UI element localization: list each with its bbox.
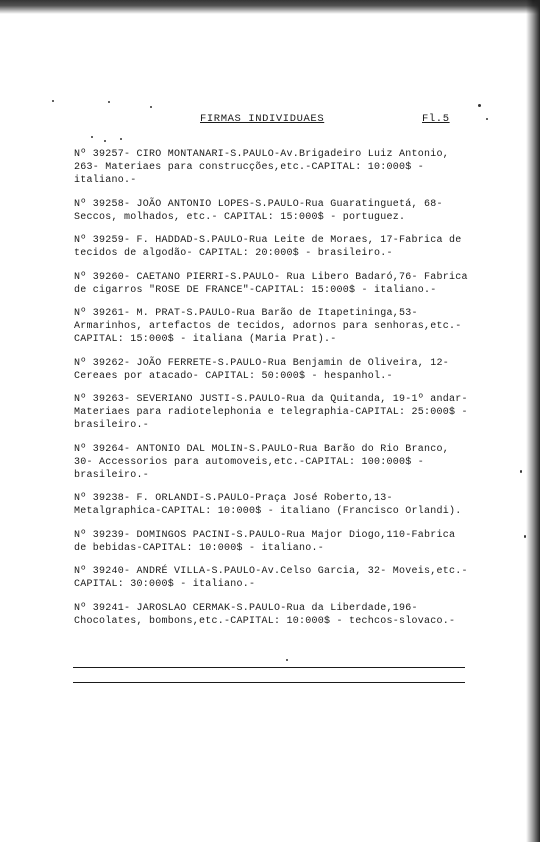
scan-speck — [486, 118, 488, 120]
scan-speck — [108, 101, 110, 103]
scan-speck — [104, 140, 106, 142]
record-entry: Nº 39238- F. ORLANDI-S.PAULO-Praça José Roberto,13-Metalgraphica-CAPITAL: 10:000$ - italiano (Francisco Orlandi). — [74, 493, 462, 517]
record-list — [74, 148, 470, 638]
scan-speck — [478, 104, 481, 107]
record-entry: Nº 39260- CAETANO PIERRI-S.PAULO- Rua Libero Badaró,76- Fabrica de cigarros "ROSE DE FRANCE"-CAPITAL: 15:000$ - italiano.- — [74, 271, 468, 296]
scan-speck — [150, 106, 152, 108]
scan-top-edge — [0, 0, 540, 14]
scan-right-edge — [526, 0, 540, 842]
record-entry: Nº 39257- CIRO MONTANARI-S.PAULO-Av.Brigadeiro Luiz Antonio, 263- Materiaes para construcções,etc.-CAPITAL: 10:000$ - italiano.- — [74, 149, 450, 186]
page-header — [200, 113, 460, 129]
record-entry: Nº 39261- M. PRAT-S.PAULO-Rua Barão de Itapetininga,53- Armarinhos, artefactos de tecidos, adornos para senhoras,etc.- CAPITAL: 15:000$ - italiana (Maria Prat).- — [74, 308, 462, 345]
record-entry: Nº 39259- F. HADDAD-S.PAULO-Rua Leite de Moraes, 17-Fabrica de tecidos de algodão- CAPITAL: 20:000$ - brasileiro.- — [74, 235, 462, 259]
scan-speck — [91, 136, 93, 138]
scan-speck — [52, 100, 54, 102]
record-entry: Nº 39240- ANDRÉ VILLA-S.PAULO-Av.Celso Garcia, 32- Moveis,etc.-CAPITAL: 30:000$ - italiano.- — [74, 566, 468, 590]
scan-speck — [120, 138, 122, 140]
record-entry: Nº 39241- JAROSLAO CERMAK-S.PAULO-Rua da Liberdade,196- Chocolates, bombons,etc.-CAPITAL: 10:000$ - techcos-slovaco.- — [74, 602, 456, 627]
record-entry: Nº 39239- DOMINGOS PACINI-S.PAULO-Rua Major Diogo,110-Fabrica de bebidas-CAPITAL: 10:000$ - italiano.- — [74, 529, 456, 554]
page-title: FIRMAS INDIVIDUAES — [200, 113, 325, 125]
end-rule-bottom — [73, 682, 465, 683]
end-rule-top — [73, 667, 465, 668]
page-number: Fl.5 — [422, 113, 450, 125]
record-entry: Nº 39264- ANTONIO DAL MOLIN-S.PAULO-Rua Barão do Rio Branco, 30- Accessorios para automoveis,etc.-CAPITAL: 100:000$ - brasileiro.- — [74, 443, 450, 481]
scan-speck — [524, 535, 526, 538]
scan-speck — [286, 659, 288, 661]
scan-speck — [520, 470, 522, 473]
record-entry: Nº 39263- SEVERIANO JUSTI-S.PAULO-Rua da Quitanda, 19-1º andar- Materiaes para radiotelephonia e telegraphia-CAPITAL: 25:000$ - brasileiro.- — [74, 394, 468, 431]
record-entry: Nº 39262- JOÃO FERRETE-S.PAULO-Rua Benjamin de Oliveira, 12- Cereaes por atacado- CAPITAL: 50:000$ - hespanhol.- — [74, 357, 450, 382]
record-entry: Nº 39258- JOÃO ANTONIO LOPES-S.PAULO-Rua Guaratinguetá, 68- Seccos, molhados, etc.- CAPITAL: 15:000$ - portuguez. — [74, 198, 443, 223]
